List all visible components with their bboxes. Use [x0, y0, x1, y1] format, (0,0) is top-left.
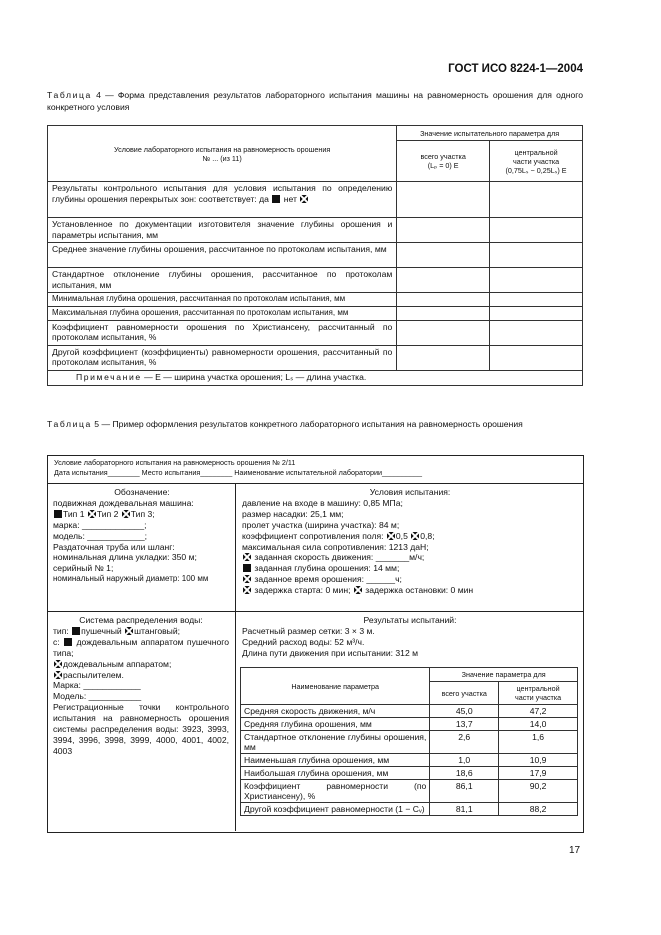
table4-header-group: Значение испытательного параметра для [397, 126, 583, 141]
checkbox-crossed-icon [88, 510, 96, 518]
conditions-max-force: максимальная сила сопротивления: 1213 даН; [242, 541, 429, 552]
checkbox-crossed-icon [125, 627, 133, 635]
distribution-brand: Марка: ____________ [53, 680, 141, 691]
results-row-whole: 45,0 [430, 705, 499, 718]
results-row-central: 47,2 [499, 705, 578, 718]
results-row-name: Другой коэффициент равномерности (1 − Cᵥ) [241, 803, 430, 816]
results-row-central: 17,9 [499, 767, 578, 780]
table5-divider [235, 483, 236, 831]
table4-row-mean: Среднее значение глубины орошения, рассчитанное по протоколам испытания, мм [48, 243, 397, 268]
table5-divider [47, 611, 583, 612]
table4-header-whole-2: (Lₚ = 0) E [427, 161, 459, 170]
table-row [48, 243, 583, 268]
table4-header-whole [397, 141, 490, 182]
conditions-resistance [242, 531, 578, 542]
results-row-name: Средняя глубина орошения, мм [241, 718, 430, 731]
table-row [48, 306, 583, 320]
results-path: Длина пути движения при испытании: 312 м [242, 647, 419, 658]
designation-length: номинальная длина укладки: 350 м; [53, 552, 197, 563]
results-row-central: 88,2 [499, 803, 578, 816]
table4-header-central-2: части участка [512, 156, 560, 166]
table5-head-line1: Условие лабораторного испытания на равномерность орошения № 2/11 [54, 458, 296, 467]
results-header-group: Значение параметра для [430, 668, 578, 682]
results-row-whole: 13,7 [430, 718, 499, 731]
distribution-type-boom: штанговый; [134, 625, 181, 636]
results-table [240, 667, 578, 816]
table4-row-other: Другой коэффициент (коэффициенты) равномерности орошения, рассчитанный по протоколам испытания, % [48, 345, 397, 370]
results-flow: Средний расход воды: 52 м³/ч. [242, 636, 365, 647]
conditions-delay-start: задержка старта: 0 мин; [254, 585, 351, 596]
table4-row-min: Минимальная глубина орошения, рассчитанная по протоколам испытания, мм [48, 293, 397, 307]
table4-header-central [490, 141, 583, 182]
designation-type2: Тип 2 [96, 508, 119, 519]
checkbox-crossed-icon [300, 195, 308, 203]
table-row [241, 731, 578, 754]
table4 [47, 125, 583, 386]
page-number: 17 [569, 845, 581, 856]
table4-caption [47, 90, 583, 113]
conditions-resistance-b: 0,8; [420, 530, 435, 541]
distribution-model: Модель: ___________ [53, 691, 142, 702]
distribution-block [53, 615, 229, 757]
results-row-name: Коэффициент равномерности (по Христиансену), % [241, 780, 430, 803]
checkbox-crossed-icon [243, 586, 251, 594]
results-row-name: Средняя скорость движения, м/ч [241, 705, 430, 718]
results-title: Результаты испытаний: [363, 615, 457, 625]
table4-header-central-1: центральной [514, 147, 558, 157]
designation-type3: Тип 3; [130, 508, 155, 519]
checkbox-filled-icon [54, 510, 62, 518]
designation-pipe: Раздаточная труба или шланг: [53, 541, 175, 552]
results-header-central [499, 682, 578, 705]
checkbox-crossed-icon [243, 553, 251, 561]
results-header-name: Наименование параметра [241, 668, 430, 705]
conditions-delay-stop: задержка остановки: 0 мин [365, 585, 474, 596]
conditions-span: пролет участка (ширина участка): 84 м; [242, 519, 400, 530]
table4-header-condition-2: № ... (из 11) [202, 153, 242, 163]
table4-row-declared: Установленное по документации изготовителя значение глубины орошения и параметры испытания, мм [48, 218, 397, 243]
designation-title: Обозначение: [114, 487, 170, 497]
table-row [241, 754, 578, 767]
results-header-whole: всего участка [430, 682, 499, 705]
distribution-atomizer [53, 670, 229, 681]
designation-types [53, 509, 231, 520]
results-row-whole: 1,0 [430, 754, 499, 767]
distribution-type-label: тип: [53, 625, 69, 636]
table-row [48, 218, 583, 243]
designation-machine: подвижная дождевальная машина: [53, 497, 194, 508]
table-row [241, 718, 578, 731]
table-row [241, 705, 578, 718]
conditions-resistance-a: 0,5 [395, 530, 408, 541]
conditions-nozzle: размер насадки: 25,1 мм; [242, 508, 344, 519]
table4-row-christiansen: Коэффициент равномерности орошения по Христиансену, рассчитанный по протоколам испытания, % [48, 320, 397, 345]
results-row-name: Наименьшая глубина орошения, мм [241, 754, 430, 767]
checkbox-crossed-icon [354, 586, 362, 594]
table-row [241, 767, 578, 780]
results-row-central: 14,0 [499, 718, 578, 731]
results-header-central-1: центральной [516, 684, 560, 693]
results-block [242, 615, 578, 659]
checkbox-crossed-icon [411, 532, 419, 540]
table-row [241, 803, 578, 816]
table-row [241, 780, 578, 803]
table4-header-condition [48, 126, 397, 182]
checkbox-crossed-icon [122, 510, 130, 518]
conditions-speed-text: заданная скорость движения: _______м/ч; [254, 552, 425, 563]
results-row-whole: 81,1 [430, 803, 499, 816]
results-row-whole: 86,1 [430, 780, 499, 803]
table5-caption-text: 5 — Пример оформления результатов конкретного лабораторного испытания на равномерность орошения [91, 419, 523, 429]
standard-number: ГОСТ ИСО 8224-1—2004 [448, 63, 583, 75]
checkbox-crossed-icon [54, 671, 62, 679]
table4-row-control-no: нет [283, 193, 297, 204]
designation-brand: марка: _____________; [53, 519, 147, 530]
table5-caption [47, 419, 583, 431]
table4-header-central-3: (0,75Lₛ − 0,25Lₛ) E [505, 165, 567, 175]
table-row [48, 182, 583, 218]
distribution-title: Система распределения воды: [79, 615, 203, 625]
table-row [48, 345, 583, 370]
conditions-block [242, 487, 578, 596]
table4-row-control [48, 182, 397, 218]
table4-caption-text: 4 — Форма представления результатов лабораторного испытания машины на равномерность орошения для одного конкретного условия [47, 90, 583, 112]
table4-note-word: Примечание [76, 371, 142, 382]
table5-caption-word: Таблица [47, 419, 92, 429]
conditions-title: Условия испытания: [369, 487, 451, 497]
checkbox-filled-icon [272, 195, 280, 203]
table4-row-max: Максимальная глубина орошения, рассчитанная по протоколам испытания, мм [48, 306, 397, 320]
table5-head [54, 458, 574, 477]
checkbox-crossed-icon [243, 575, 251, 583]
results-row-central: 90,2 [499, 780, 578, 803]
conditions-depth-text: заданная глубина орошения: 14 мм; [254, 563, 400, 574]
distribution-with-gun: дождевальным аппаратом пушечного типа; [53, 636, 230, 658]
conditions-resistance-label: коэффициент сопротивления поля: [242, 530, 384, 541]
distribution-type-gun: пушечный [81, 625, 122, 636]
table5-head-line2: Дата испытания________ Место испытания________ Наименование испытательной лаборатории__________ [54, 467, 423, 477]
conditions-pressure: давление на входе в машину: 0,85 МПа; [242, 497, 403, 508]
table4-header-whole-1: всего участка [420, 152, 466, 161]
table-row [48, 293, 583, 307]
distribution-with [53, 637, 229, 659]
checkbox-filled-icon [243, 564, 251, 572]
table4-header-condition-1: Условие лабораторного испытания на равномерность орошения [114, 144, 331, 154]
designation-type1: Тип 1 [63, 508, 85, 519]
results-row-central: 1,6 [499, 731, 578, 754]
conditions-speed [242, 552, 578, 563]
table4-caption-word: Таблица [47, 90, 92, 100]
distribution-registration: Регистрационные точки контрольного испытания на равномерность орошения системы распределения воды: 3923, 3993, 3994, 3996, 3998, 3999, 4000, 4001, 4002, 4003 [53, 702, 229, 756]
results-row-name: Стандартное отклонение глубины орошения, мм [241, 731, 430, 754]
checkbox-crossed-icon [54, 660, 62, 668]
table4-note-text: — E — ширина участка орошения; Lₛ — длина участка. [141, 371, 367, 382]
results-grid: Расчетный размер сетки: 3 × 3 м. [242, 625, 375, 636]
table4-row-control-yes: соответствует: да [198, 193, 269, 204]
checkbox-filled-icon [72, 627, 80, 635]
designation-block [53, 487, 231, 585]
table5-divider [47, 483, 583, 484]
distribution-with-label: с: [53, 636, 60, 647]
conditions-depth [242, 563, 578, 574]
distribution-sprinkler-text: дождевальным аппаратом; [63, 658, 172, 669]
distribution-atomizer-text: распылителем. [63, 669, 124, 680]
results-row-name: Наибольшая глубина орошения, мм [241, 767, 430, 780]
results-row-central: 10,9 [499, 754, 578, 767]
table4-note [48, 370, 583, 385]
table-row [48, 268, 583, 293]
distribution-sprinkler [53, 659, 229, 670]
table4-row-stddev: Стандартное отклонение глубины орошения, рассчитанное по протоколам испытания, мм [48, 268, 397, 293]
checkbox-crossed-icon [387, 532, 395, 540]
conditions-delay [242, 585, 578, 596]
distribution-type [53, 626, 229, 637]
table-row [48, 320, 583, 345]
results-row-whole: 2,6 [430, 731, 499, 754]
conditions-time-text: заданное время орошения: ______ч; [254, 574, 402, 585]
designation-model: модель: ____________; [53, 530, 148, 541]
checkbox-filled-icon [64, 638, 72, 646]
designation-diameter: номинальный наружный диаметр: 100 мм [53, 574, 209, 584]
results-row-whole: 18,6 [430, 767, 499, 780]
conditions-time [242, 574, 578, 585]
designation-serial: серийный № 1; [53, 563, 114, 574]
results-header-central-2: части участка [514, 693, 562, 702]
table4-row-control-text: Результаты контрольного испытания для условия испытания по определению глубины орошения перекрытых зон: [52, 183, 393, 204]
